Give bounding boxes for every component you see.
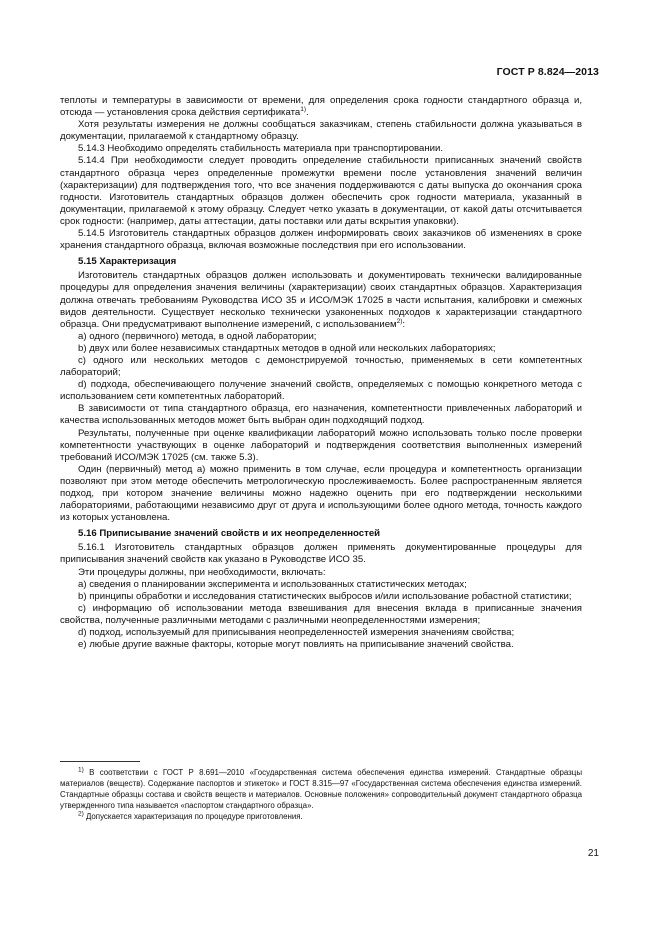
list-item: d) подход, используемый для приписывания неопределенностей измерения значениям свойства; <box>78 627 515 639</box>
footnote-mark: 2) <box>78 810 84 818</box>
paragraph: Результаты, полученные при оценке квалификации лабораторий можно использовать только после проверки компетентности участвующих в оценке лабораторий и подтверждения соответствия выполненных измерений требований ИСО/МЭК 17025 (см. также 5.3). <box>60 427 582 463</box>
document-header: ГОСТ Р 8.824—2013 <box>496 66 599 78</box>
paragraph: 5.14.4 При необходимости следует проводить определение стабильности приписанных значений свойств стандартного образца через определенные промежутки времени после установления значений величин (характеризации) для подтверждения того, что все значения поддерживаются с даты выпуска до окончания срока годности. Изготовитель стандартных образцов должен обеспечить срок годности материала, указанный в документации, прилагаемой к этому образцу. Следует четко указать в документации, от какой даты отсчитывается срок годности: (например, даты аттестации, даты поставки или даты вскрытия упаковки). <box>60 155 582 227</box>
paragraph: 5.14.5 Изготовитель стандартных образцов должен информировать своих заказчиков об изменениях в сроке хранения стандартного образца, включая возможные последствия при его использовании. <box>60 228 582 252</box>
paragraph: 5.16.1 Изготовитель стандартных образцов должен применять документированные процедуры для приписывания значений свойств как указано в Руководстве ИСО 35. <box>60 542 582 566</box>
section-heading: 5.15 Характеризация <box>78 256 177 268</box>
page-number: 21 <box>587 848 599 859</box>
footnote-mark: 1) <box>78 766 84 774</box>
paragraph: Эти процедуры должны, при необходимости, включать: <box>78 566 326 578</box>
footnotes <box>60 767 582 822</box>
paragraph: Один (первичный) метод а) можно применить в том случае, если процедура и компетентность организации позволяют при этом методе обеспечить метрологическую прослеживаемость. Более распространенным является подход, при котором значение величины можно надежно оценить при его подтверждении несколькими лабораториями, работающими независимо друг от друга и использующими более одного метода, точность каждого из которых установлена. <box>60 463 582 524</box>
paragraph: теплоты и температуры в зависимости от времени, для определения срока годности стандартного образца и, отсюда — установления срока действия сертификата$^{1)}$. <box>60 95 582 119</box>
list-item: a) сведения о планировании эксперимента и использованных статистических методах; <box>78 578 467 590</box>
paragraph: 5.14.3 Необходимо определять стабильность материала при транспортировании. <box>78 143 444 155</box>
footnote: $^{1)}$ В соответствии с ГОСТ Р 8.691—2010 «Государственная система обеспечения единства измерений. Стандартные образцы материалов (веществ). Содержание паспортов и этикеток» и ГОСТ 8.315—97 «Государственная система обеспечения единства измерений. Стандартные образцы состава и свойств веществ и материалов. Основные положения» сопроводительный документ стандартного образца утвержденного типа называется «паспортом стандартного образца». <box>60 766 582 811</box>
list-item: b) принципы обработки и исследования статистических выбросов и/или использование робастной статистики; <box>78 590 572 602</box>
footnote: $^{2)}$ Допускается характеризация по процедуре приготовления. <box>78 810 303 822</box>
list-item: b) двух или более независимых стандартных методов в одной или нескольких лабораториях; <box>78 342 496 354</box>
paragraph: В зависимости от типа стандартного образца, его назначения, компетентности привлеченных лабораторий и качества использованных методов может быть выбран один подходящий подход. <box>60 403 582 427</box>
list-item: c) одного или нескольких методов с демонстрируемой точностью, применяемых в сети компетентных лабораторий; <box>60 354 582 379</box>
footnote-separator <box>60 761 140 762</box>
footnote-ref: 1) <box>300 105 306 113</box>
list-item: e) любые другие важные факторы, которые могут повлиять на приписывание значений свойства. <box>78 639 514 651</box>
list-item: c) информацию об использовании метода взвешивания для внесения вклада в приписанные значения свойства, полученные различными методами с различными неопределенностями измерения; <box>60 602 582 626</box>
list-item: d) подхода, обеспечивающего получение значений свойств, определяемых с помощью конкретного метода с использованием сети компетентных лабораторий. <box>60 379 582 403</box>
footnote-ref: 2) <box>396 317 403 325</box>
section-heading: 5.16 Приписывание значений свойств и их неопределенностей <box>78 528 381 540</box>
list-item: a) одного (первичного) метода, в одной лаборатории; <box>78 330 317 342</box>
paragraph: Изготовитель стандартных образцов должен использовать и документировать технически валидированные процедуры для определения значения величины (характеризации) своих стандартных образцов. Характеризация должна отвечать требованиям Руководства ИСО 35 и ИСО/МЭК 17025 в части испытания, калибровки и смежных видов деятельности. Существует несколько технически узаконенных подходов к характеризации стандартного образца. Они предусматривают выполнение измерений, с использованием$^{2)}$: <box>60 270 582 330</box>
paragraph: Хотя результаты измерения не должны сообщаться заказчикам, степень стабильности должна указываться в документации, прилагаемой к стандартному образцу. <box>60 119 582 143</box>
document-body <box>60 95 582 651</box>
